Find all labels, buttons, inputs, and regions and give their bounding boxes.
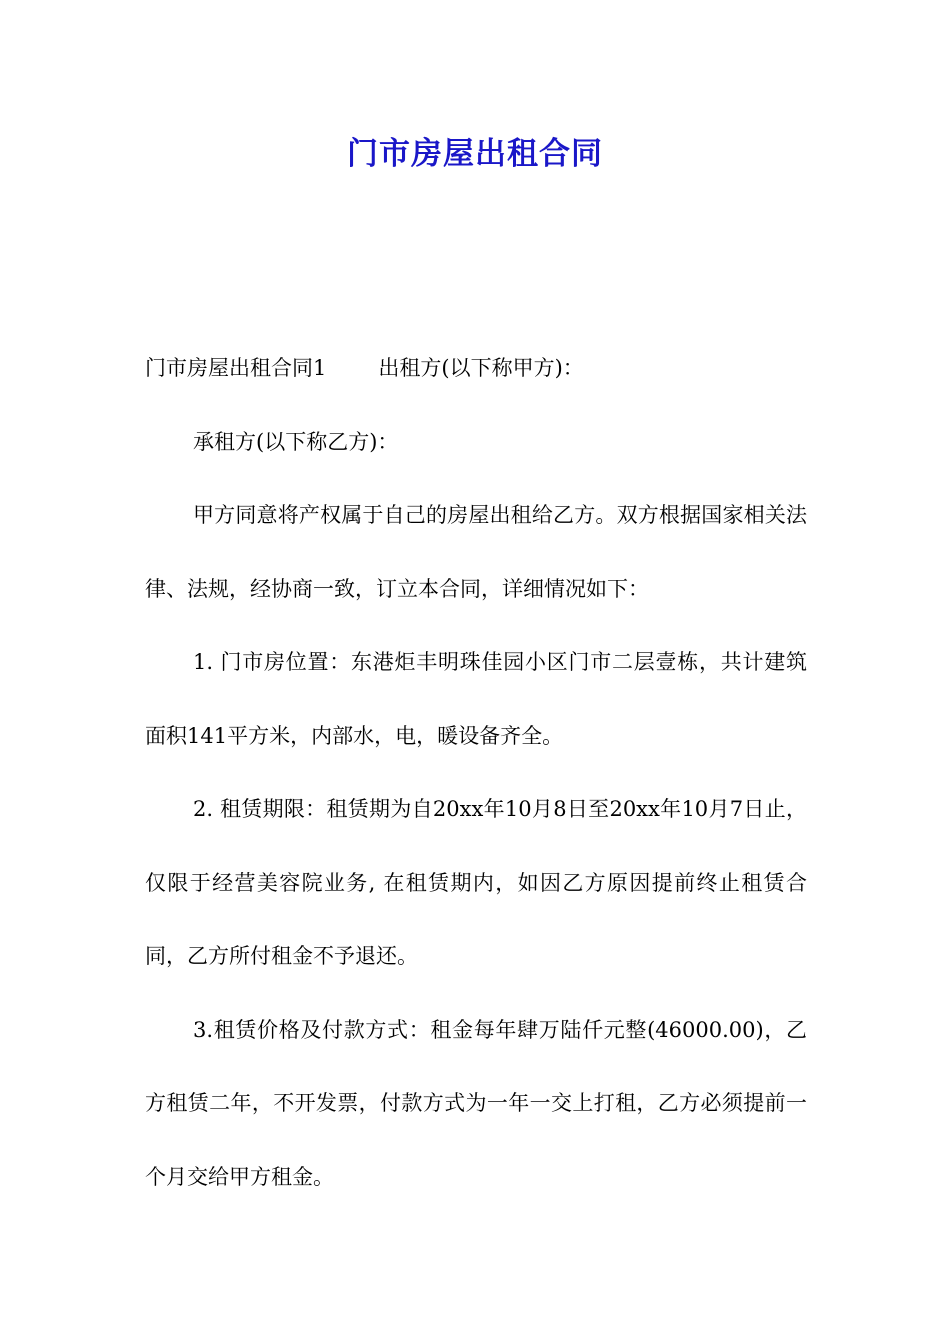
document-title: 门市房屋出租合同 [347,136,603,172]
paragraph-intro: 甲方同意将产权属于自己的房屋出租给乙方。双方根据国家相关法律、法规，经协商一致，订立本合同，详细情况如下： [145,503,807,601]
paragraph-term: 2. 租赁期限：租赁期为自20xx年10月8日至20xx年10月7日止，仅限于经营美容院业务, 在租赁期内，如因乙方原因提前终止租赁合同，乙方所付租金不予退还。 [145,797,807,968]
contract-subtitle: 门市房屋出租合同1 [145,356,327,380]
lessor-label: 出租方(以下称甲方)： [378,356,584,380]
heading-line [145,332,807,406]
paragraph-location: 1. 门市房位置：东港炬丰明珠佳园小区门市二层壹栋，共计建筑面积141平方米，内部水，电，暖设备齐全。 [145,650,807,748]
document-body [145,332,807,1214]
paragraph-price: 3.租赁价格及付款方式：租金每年肆万陆仟元整(46000.00)，乙方租赁二年，不开发票，付款方式为一年一交上打租，乙方必须提前一个月交给甲方租金。 [145,1017,807,1189]
lessee-label: 承租方(以下称乙方)： [193,429,399,454]
